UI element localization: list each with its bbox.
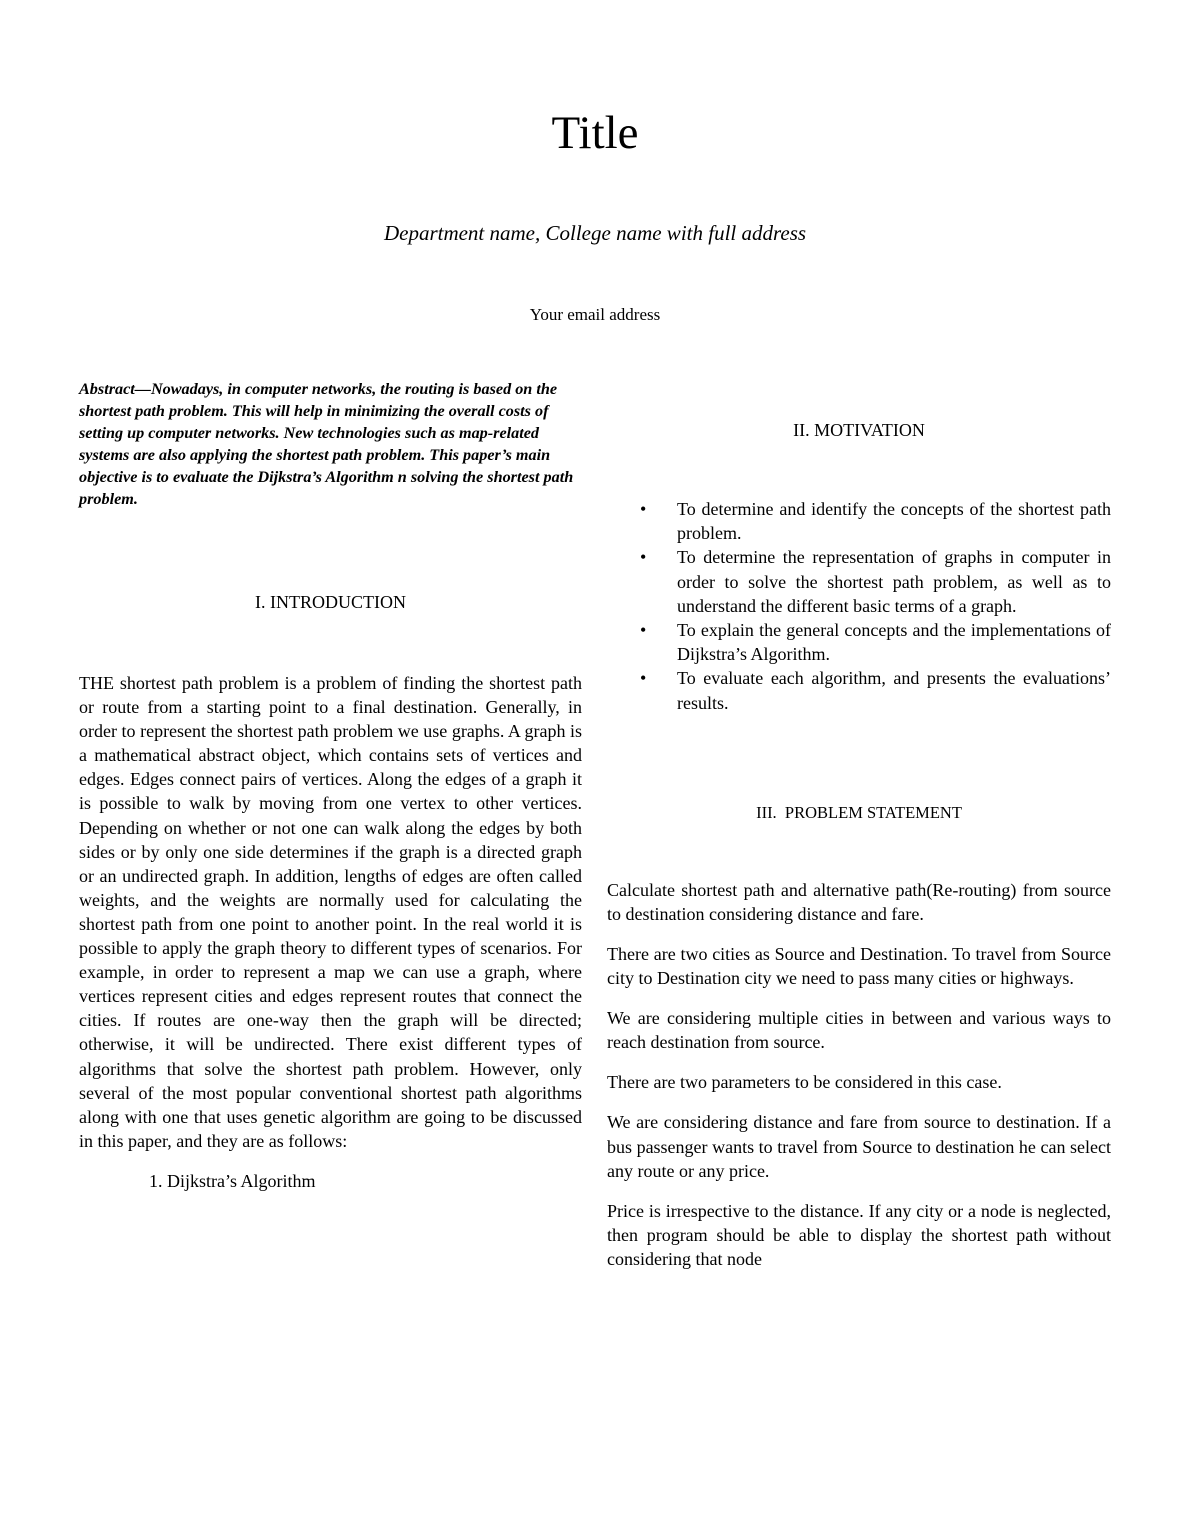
problem-paragraph: There are two parameters to be considered in this case. — [607, 1072, 1002, 1093]
bullet-icon: • — [640, 620, 647, 641]
algorithm-list-item: 1. Dijkstra’s Algorithm — [149, 1170, 316, 1191]
problem-paragraph: There are two cities as Source and Destination. To travel from Source city to Destination city we need to pass many cities or highways. — [607, 944, 1111, 989]
list-item — [607, 545, 1111, 618]
bullet-icon: • — [640, 668, 647, 689]
right-column — [607, 418, 1111, 1271]
problem-paragraph: Price is irrespective to the distance. If any city or a node is neglected, then program should be able to display the shortest path without considering that node — [607, 1200, 1111, 1269]
bullet-icon: • — [640, 547, 647, 568]
list-item — [607, 618, 1111, 666]
motivation-item-text: To explain the general concepts and the implementations of Dijkstra’s Algorithm. — [677, 620, 1111, 665]
department-affiliation: Department name, College name with full address — [383, 221, 807, 245]
author-email: Your email address — [529, 305, 661, 324]
motivation-item-text: To determine and identify the concepts of the shortest path problem. — [677, 499, 1111, 544]
introduction-heading: I. INTRODUCTION — [255, 592, 406, 612]
motivation-item-text: To determine the representation of graphs in computer in order to solve the shortest path problem, as well as to understand the different basic terms of a graph. — [677, 547, 1111, 616]
motivation-heading: II. MOTIVATION — [793, 420, 925, 440]
problem-statement-body — [607, 878, 1111, 1271]
problem-paragraph: We are considering distance and fare from source to destination. If a bus passenger wants to travel from Source to destination he can select any route or any price. — [607, 1112, 1111, 1181]
problem-paragraph: We are considering multiple cities in between and various ways to reach destination from source. — [607, 1008, 1111, 1053]
introduction-body: THE shortest path problem is a problem of finding the shortest path or route from a starting point to a final destination. Generally, in order to represent the shortest path problem we use graphs. A graph is a mathematical abstract object, which contains sets of vertices and edges. Edges connect pairs of vertices. Along the edges of a graph it is possible to walk by moving from one vertex to other vertices. Depending on whether or not one can walk along the edges by both sides or by only one side determines if the graph is a directed graph or an undirected graph. In addition, lengths of edges are often called weights, and the weights are normally used for calculating the shortest path from one point to another point. In the real world it is possible to apply the graph theory to different types of scenarios. For example, in order to represent a map we can use a graph, where vertices represent cities and edges represent routes that connect the cities. If routes are one-way then the graph will be directed; otherwise, it will be undirected. There exist different types of algorithms that solve the shortest path problem. However, only several of the most popular conventional shortest path algorithms along with one that uses genetic algorithm are going to be discussed in this paper, and they are as follows: — [79, 673, 582, 1151]
list-item — [607, 497, 1111, 545]
problem-statement-heading: III. PROBLEM STATEMENT — [756, 802, 962, 822]
bullet-icon: • — [640, 499, 647, 519]
problem-paragraph: Calculate shortest path and alternative path(Re-routing) from source to destination considering distance and fare. — [607, 879, 1111, 924]
abstract: Abstract—Nowadays, in computer networks, the routing is based on the shortest path problem. This will help in minimizing the overall costs of setting up computer networks. New technologies such as map-related systems are also applying the shortest path problem. This paper’s main objective is to evaluate the Dijkstra’s Algorithm n solving the shortest path problem. — [79, 380, 574, 508]
list-item — [607, 666, 1111, 714]
left-column — [79, 378, 582, 1193]
motivation-item-text: To evaluate each algorithm, and presents the evaluations’ results. — [677, 668, 1111, 713]
motivation-list — [607, 497, 1111, 715]
paper-title: Title — [551, 107, 639, 159]
